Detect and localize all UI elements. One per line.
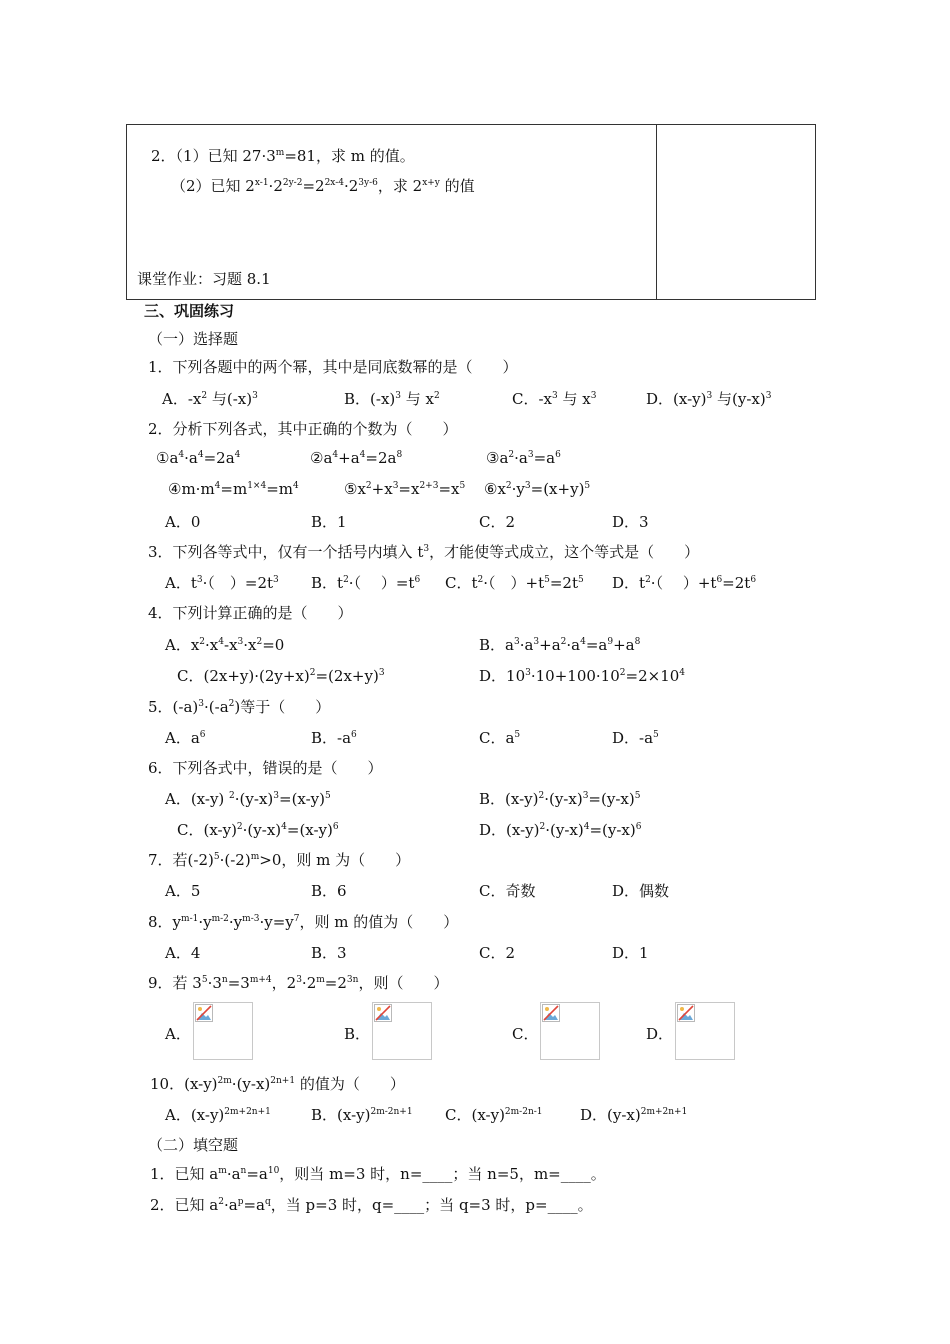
line-q3-d: D．$t^2\cdot$（ ）$+t^6=2t^6$ bbox=[612, 574, 757, 592]
line-f1: 1．已知 $a^m\cdot a^n=a^{10}$，则当 m=3 时，n=____；当 n=5，m=____。 bbox=[150, 1165, 606, 1183]
line-q5-c: C．$a^5$ bbox=[479, 729, 521, 747]
part-title-fill: （二）填空题 bbox=[148, 1136, 239, 1154]
line-q9-c: C． bbox=[512, 1025, 539, 1043]
lesson-table bbox=[126, 124, 816, 300]
line-q6-b: B．$(x-y)^2\cdot(y-x)^3=(y-x)^5$ bbox=[479, 790, 641, 808]
line-q7-c: C．奇数 bbox=[479, 882, 536, 900]
image-placeholder-icon bbox=[677, 1004, 695, 1022]
line-q5-b: B．$-a^6$ bbox=[311, 729, 357, 747]
line-q2-i1: $①a^4\cdot a^4=2a^4$ bbox=[156, 449, 241, 467]
broken-image-q9-a bbox=[193, 1002, 253, 1060]
line-q9-b: B． bbox=[344, 1025, 371, 1043]
line-q2: 2．分析下列各式，其中正确的个数为（ ） bbox=[148, 420, 458, 438]
line-q6-c: C．$(x-y)^2\cdot(y-x)^4=(x-y)^6$ bbox=[177, 821, 339, 839]
line-q3: 3．下列各等式中，仅有一个括号内填入 $t^3$，才能使等式成立，这个等式是（ ） bbox=[148, 543, 700, 561]
line-f2: 2．已知 $a^2\cdot a^p=a^q$，当 p=3 时，q=____；当 q=3 时，p=____。 bbox=[150, 1196, 593, 1214]
line-q2-d: D．3 bbox=[612, 513, 649, 531]
line-q2-c: C．2 bbox=[479, 513, 516, 531]
line-q1-c: C．$-x^3$ 与 $x^3$ bbox=[512, 390, 597, 408]
line-q8-b: B．3 bbox=[311, 944, 347, 962]
line-q5-a: A．$a^6$ bbox=[165, 729, 206, 747]
line-q3-b: B．$t^2\cdot$（ ）$=t^6$ bbox=[311, 574, 421, 592]
line-q5-d: D．$-a^5$ bbox=[612, 729, 659, 747]
line-q8-a: A．4 bbox=[165, 944, 201, 962]
line-q10-d: D．$(y-x)^{2m+2n+1}$ bbox=[580, 1106, 688, 1124]
line-q4-a: A．$x^2\cdot x^4-x^3\cdot x^2=0$ bbox=[165, 636, 285, 654]
line-q1-a: A．$-x^2$ 与$(-x)^3$ bbox=[162, 390, 258, 408]
line-q4-d: D．$10^3\cdot 10+100\cdot 10^2=2\times 10^4$ bbox=[479, 667, 686, 685]
table-question-2-part-1: 2．（1）已知 $27\cdot 3^m=81$，求 m 的值。 bbox=[151, 147, 415, 165]
line-q10-a: A．$(x-y)^{2m+2n+1}$ bbox=[165, 1106, 271, 1124]
line-q9: 9．若 $3^5\cdot 3^n=3^{m+4}$，$2^3\cdot 2^m=2^{3n}$，则（ ） bbox=[148, 974, 449, 992]
line-q2-i4: $④m\cdot m^4=m^{1\times 4}=m^4$ bbox=[168, 480, 299, 498]
image-placeholder-icon bbox=[374, 1004, 392, 1022]
broken-image-q9-b bbox=[372, 1002, 432, 1060]
line-q8: 8．$y^{m-1}\cdot y^{m-2}\cdot y^{m-3}\cdot y=y^7$，则 m 的值为（ ） bbox=[148, 913, 459, 931]
line-q10-b: B．$(x-y)^{2m-2n+1}$ bbox=[311, 1106, 413, 1124]
line-q2-i6: $⑥x^2\cdot y^3=(x+y)^5$ bbox=[484, 480, 591, 498]
line-q6: 6．下列各式中，错误的是（ ） bbox=[148, 759, 383, 777]
homework-note: 课堂作业：习题 8.1 bbox=[137, 270, 271, 288]
line-q8-c: C．2 bbox=[479, 944, 516, 962]
line-q1-b: B．$(-x)^3$ 与 $x^2$ bbox=[344, 390, 440, 408]
line-q3-c: C．$t^2\cdot$（ ）$+t^5=2t^5$ bbox=[445, 574, 584, 592]
line-q6-d: D．$(x-y)^2\cdot(y-x)^4=(y-x)^6$ bbox=[479, 821, 642, 839]
line-q7-d: D．偶数 bbox=[612, 882, 670, 900]
broken-image-q9-c bbox=[540, 1002, 600, 1060]
image-placeholder-icon bbox=[542, 1004, 560, 1022]
section-title: 三、巩固练习 bbox=[144, 302, 235, 320]
line-q2-i3: $③a^2\cdot a^3=a^6$ bbox=[486, 449, 561, 467]
line-q1: 1．下列各题中的两个幂，其中是同底数幂的是（ ） bbox=[148, 358, 518, 376]
line-q3-a: A．$t^3\cdot$（ ）$=2t^3$ bbox=[165, 574, 279, 592]
line-q4: 4．下列计算正确的是（ ） bbox=[148, 604, 353, 622]
line-q6-a: A．(x-y) $^2\cdot(y-x)^3=(x-y)^5$ bbox=[165, 790, 331, 808]
line-q9-d: D． bbox=[646, 1025, 674, 1043]
line-q7-a: A．5 bbox=[165, 882, 201, 900]
line-q8-d: D．1 bbox=[612, 944, 649, 962]
line-q2-a: A．0 bbox=[165, 513, 201, 531]
broken-image-q9-d bbox=[675, 1002, 735, 1060]
line-q10-c: C．$(x-y)^{2m-2n-1}$ bbox=[445, 1106, 543, 1124]
line-q2-i5: $⑤x^2+x^3=x^{2+3}=x^5$ bbox=[344, 480, 466, 498]
line-q1-d: D．$(x-y)^3$ 与$(y-x)^3$ bbox=[646, 390, 772, 408]
line-q4-b: B．$a^3\cdot a^3+a^2\cdot a^4=a^9+a^8$ bbox=[479, 636, 641, 654]
line-q7-b: B．6 bbox=[311, 882, 347, 900]
image-placeholder-icon bbox=[195, 1004, 213, 1022]
line-q9-a: A． bbox=[165, 1025, 191, 1043]
table-question-2-part-2: （2）已知 $2^{x-1}\cdot 2^{2y-2}=2^{2x-4}\cdot 2^{3y-6}$，求 $2^{x+y}$ 的值 bbox=[171, 177, 475, 195]
line-q10: 10．$(x-y)^{2m}\cdot(y-x)^{2n+1}$ 的值为（ ） bbox=[150, 1075, 405, 1093]
part-title-choice: （一）选择题 bbox=[148, 330, 239, 348]
line-q2-i2: $②a^4+a^4=2a^8$ bbox=[310, 449, 403, 467]
line-q4-c: C．$(2x+y)\cdot(2y+x)^2=(2x+y)^3$ bbox=[177, 667, 385, 685]
table-divider bbox=[656, 125, 657, 299]
line-q2-b: B．1 bbox=[311, 513, 347, 531]
line-q7: 7．若$(-2)^5\cdot(-2)^m>0$，则 m 为（ ） bbox=[148, 851, 411, 869]
line-q5: 5．$(-a)^3\cdot(-a^2)$等于（ ） bbox=[148, 698, 331, 716]
